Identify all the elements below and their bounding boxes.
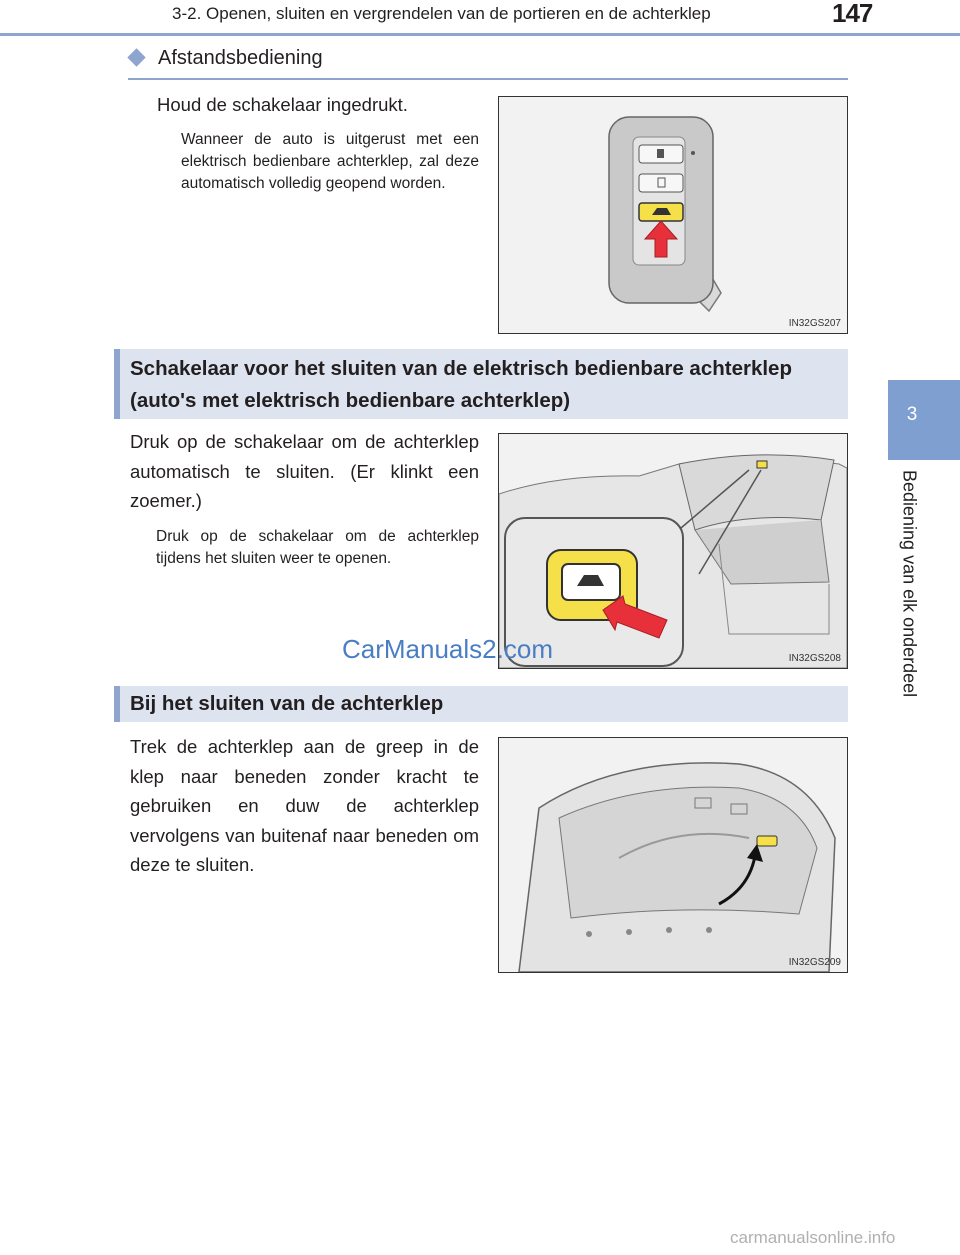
- running-header-title: 3-2. Openen, sluiten en vergrendelen van de portieren en de achterklep: [172, 4, 711, 23]
- chapter-number: 3: [906, 404, 918, 425]
- figure-code: IN32GS209: [788, 957, 841, 968]
- closing-instruction: Trek de achterklep aan de greep in de klep naar beneden zonder kracht te gebruiken en duw de achterklep vervolgens van buitenaf naar beneden om deze te sluiten.: [130, 736, 479, 875]
- remote-note: Wanneer de auto is uitgerust met een elektrisch bedienbare achterklep, zal deze automatisch volledig geopend worden.: [181, 131, 479, 192]
- section-heading-close-switch: [114, 349, 848, 419]
- watermark-text: CarManuals2.com: [342, 634, 553, 664]
- page-number: 147: [832, 0, 873, 28]
- tailgate-handle-illustration: [499, 738, 847, 972]
- figure-code: IN32GS207: [788, 318, 841, 329]
- figure-tailgate-handle: [498, 737, 848, 973]
- subsection-rule: [128, 78, 848, 80]
- remote-key-illustration: [499, 97, 847, 333]
- chapter-tab: [888, 380, 960, 460]
- chapter-label-text: Bediening van elk onderdeel: [899, 470, 920, 698]
- figure-remote-key: [498, 96, 848, 334]
- section-heading-closing: [114, 686, 848, 722]
- tailgate-switch-illustration: [499, 434, 847, 668]
- remote-instruction: Houd de schakelaar ingedrukt.: [157, 94, 408, 115]
- figure-code: IN32GS208: [788, 653, 841, 664]
- close-switch-instruction: Druk op de schakelaar om de achterklep automatisch te sluiten. (Er klinkt een zoemer.): [130, 431, 479, 511]
- section-heading-text: Schakelaar voor het sluiten van de elektrisch bedienbare achterklep (auto's met elektrisch bedienbare achterklep): [130, 357, 792, 412]
- diamond-bullet-icon: [127, 48, 145, 66]
- close-switch-note: Druk op de schakelaar om de achterklep tijdens het sluiten weer te openen.: [156, 528, 479, 567]
- subsection-title: Afstandsbediening: [158, 47, 323, 69]
- section-heading-text: Bij het sluiten van de achterklep: [130, 692, 444, 715]
- chapter-label: [897, 470, 921, 720]
- header-rule: [0, 33, 960, 36]
- footer-site: carmanualsonline.info: [730, 1228, 896, 1247]
